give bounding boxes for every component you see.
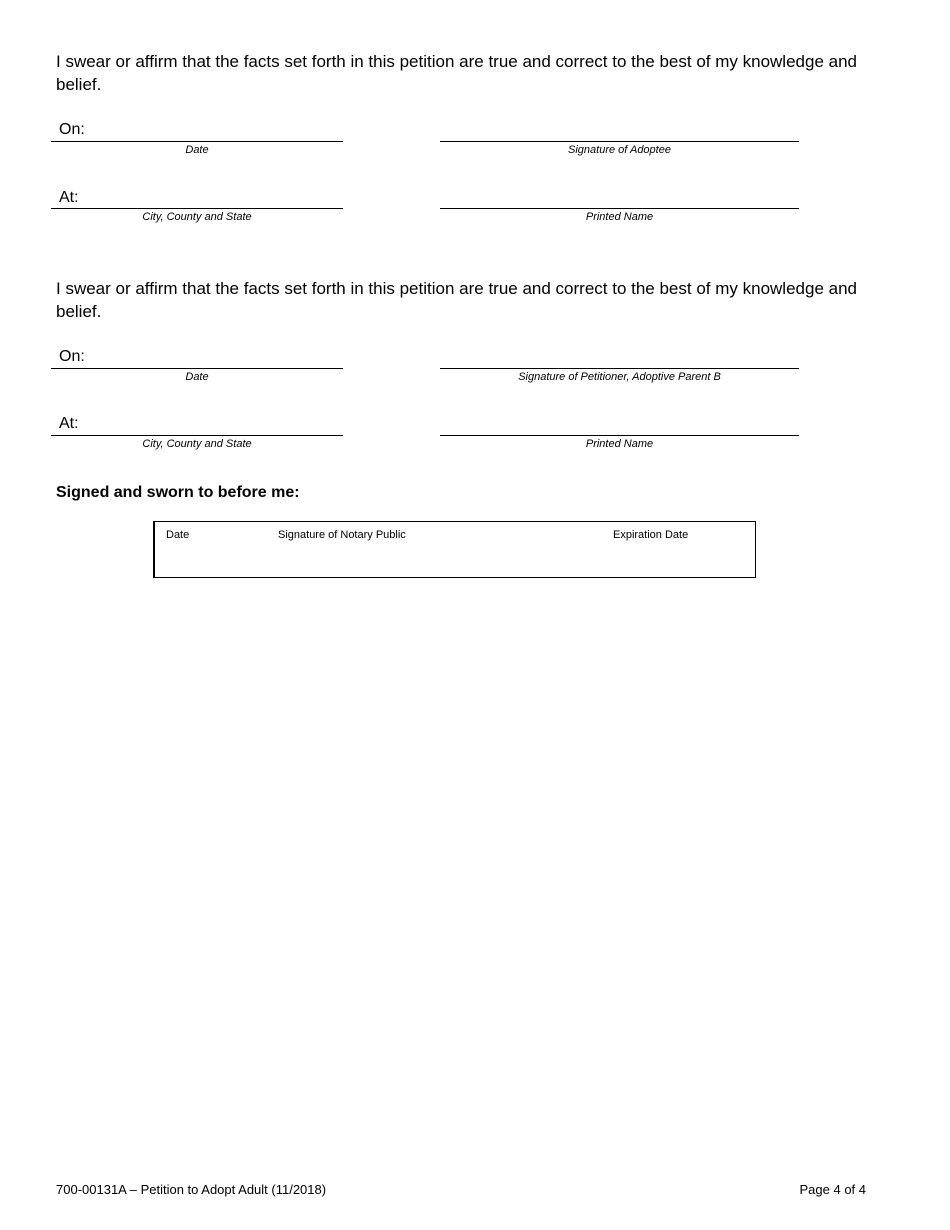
notary-date-label: Date bbox=[166, 529, 190, 541]
printed-name-line-parent-b[interactable] bbox=[440, 435, 799, 436]
at-label-parent-b: At: bbox=[59, 415, 79, 432]
oath-statement-parent-b: I swear or affirm that the facts set forth in this petition are true and correct to the best of my knowledge and belief. bbox=[56, 279, 857, 321]
notary-expiration-label: Expiration Date bbox=[613, 529, 689, 541]
notary-signature-label: Signature of Notary Public bbox=[278, 529, 406, 541]
printed-name-caption-adoptee: Printed Name bbox=[585, 211, 654, 223]
notary-heading: Signed and sworn to before me: bbox=[56, 484, 300, 501]
on-label-parent-b: On: bbox=[59, 348, 85, 365]
signature-caption-adoptee: Signature of Adoptee bbox=[568, 144, 671, 156]
date-caption-parent-b: Date bbox=[185, 371, 209, 383]
date-caption-adoptee: Date bbox=[185, 144, 209, 156]
at-label-adoptee: At: bbox=[59, 189, 79, 206]
signature-line-adoptee[interactable] bbox=[440, 141, 799, 142]
location-line-parent-b[interactable] bbox=[51, 435, 343, 436]
on-label-adoptee: On: bbox=[59, 121, 85, 138]
notary-block[interactable] bbox=[153, 521, 756, 578]
footer-page-number: Page 4 of 4 bbox=[799, 1182, 866, 1197]
footer-form-id: 700-00131A – Petition to Adopt Adult (11/2018) bbox=[56, 1182, 327, 1197]
location-line-adoptee[interactable] bbox=[51, 208, 343, 209]
oath-statement-adoptee: I swear or affirm that the facts set forth in this petition are true and correct to the best of my knowledge and belief. bbox=[56, 52, 857, 94]
date-line-adoptee[interactable] bbox=[51, 141, 343, 142]
date-line-parent-b[interactable] bbox=[51, 368, 343, 369]
signature-caption-parent-b: Signature of Petitioner, Adoptive Parent B bbox=[518, 371, 721, 383]
printed-name-line-adoptee[interactable] bbox=[440, 208, 799, 209]
location-caption-adoptee: City, County and State bbox=[142, 211, 252, 223]
signature-line-parent-b[interactable] bbox=[440, 368, 799, 369]
printed-name-caption-parent-b: Printed Name bbox=[585, 438, 654, 450]
location-caption-parent-b: City, County and State bbox=[142, 438, 252, 450]
